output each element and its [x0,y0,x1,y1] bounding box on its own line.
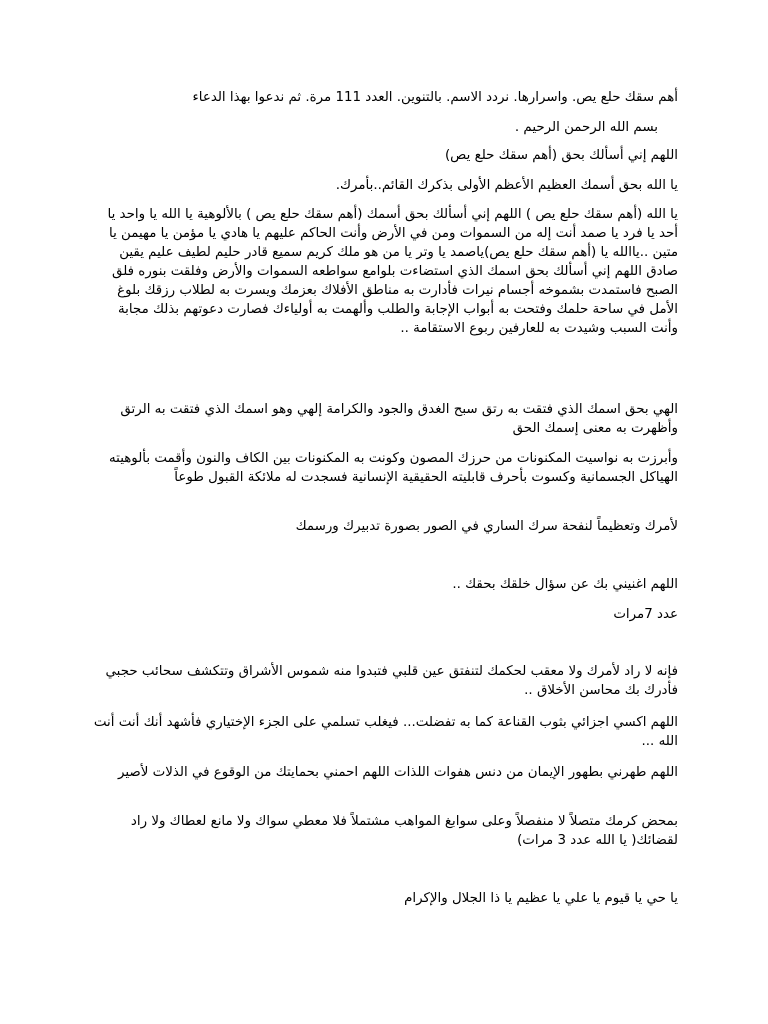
supplication-paragraph-7: اللهم اكسي اجزائي بثوب القناعة كما به تفضلت... فيغلب تسلمي على الجزء الإختياري فأشهد أنك أنت أنت الله ... [93,715,678,749]
supplication-paragraph-9: بمحض كرمك متصلاً لا منفصلاً وعلى سوابغ المواهب مشتملاً فلا معطي سواك ولا مانع لعطاك ولا راد لقضائك( يا الله عدد 3 مرات) [130,814,678,848]
supplication-paragraph-2: الهي بحق اسمك الذي فتقت به رتق سبح الغدق والجود والكرامة إلهي وهو اسمك الذي فتقت به الرتق وأظهرت به معنى إسمك الحق [120,402,678,436]
supplication-paragraph-5: اللهم اغنيني بك عن سؤال خلقك بحقك .. [452,577,678,592]
basmala-line: بسم الله الرحمن الرحيم . [514,120,658,135]
supplication-paragraph-6: فإنه لا راد لأمرك ولا معقب لحكمك لتنفتق عين قلبي فتبدوا منه شموس الأشراق وتتكشف سحائب حجبي فأدرك بك محاسن الأخلاق .. [105,664,678,698]
supplication-paragraph-3: وأبرزت به نواسيت المكنونات من حرزك المصون وكونت به المكنونات بين الكاف والنون وأقمت بألوهيته الهياكل الجسمانية وكسوت بأحرف قابليته الحقيقية الإنسانية فسجدت له ملائكة القبول طوعاً [108,451,678,485]
repeat-count-7: عدد 7مرات [613,607,678,622]
supplication-paragraph-8: اللهم طهرني بطهور الإيمان من دنس هفوات اللذات اللهم احمني بحمايتك من الوقوع في الذلات لأصير [117,765,678,780]
intro-instruction: أهم سقك حلع يص. واسرارها. نردد الاسم. بالتنوين. العدد 111 مرة. ثم ندعوا بهذا الدعاء [192,90,678,105]
supplication-opening: اللهم إني أسألك بحق (أهم سقك حلع يص) [444,148,678,163]
supplication-paragraph-4: لأمرك وتعظيماً لنفحة سرك الساري في الصور بصورة تدبيرك ورسمك [295,519,678,534]
supplication-paragraph-main: يا الله (أهم سقك حلع يص ) اللهم إني أسألك بحق أسمك (أهم سقك حلع يص ) بالألوهية يا الله يا واحد يا أحد يا فرد يا صمد أنت إله من السموات ومن في الأرض وأنت الحاكم عليهم يا هادي يا مؤمن يا مهيمن يا متين ..ياالله يا (أهم سقك حلع يص)ياصمد يا وتر يا من هو ملك كريم سميع قادر حليم لطيف عليم يقين صادق اللهم إني أسألك بحق اسمك الذي استضاءت بلوامع سواطعه السموات والأرض وفلقت بنوره فلق الصبح فاستمدت بشموخه أجسام نيرات فأدارت به مناطق الأفلاك بعزمك ويسرت به لطلاب رزقك بلوغ الأمل في ساحة حلمك وفتحت به أبواب الإجابة والطلب وألهمت به أولياءك فصارت دعوتهم بذلك مجابة وأنت السبب وشيدت به للعارفين ربوع الاستقامة .. [107,207,678,336]
closing-line: يا حي يا قيوم يا علي يا عظيم يا ذا الجلال والإكرام [404,891,678,906]
supplication-line-2: يا الله بحق أسمك العظيم الأعظم الأولى بذكرك القائم..بأمرك. [335,178,678,193]
